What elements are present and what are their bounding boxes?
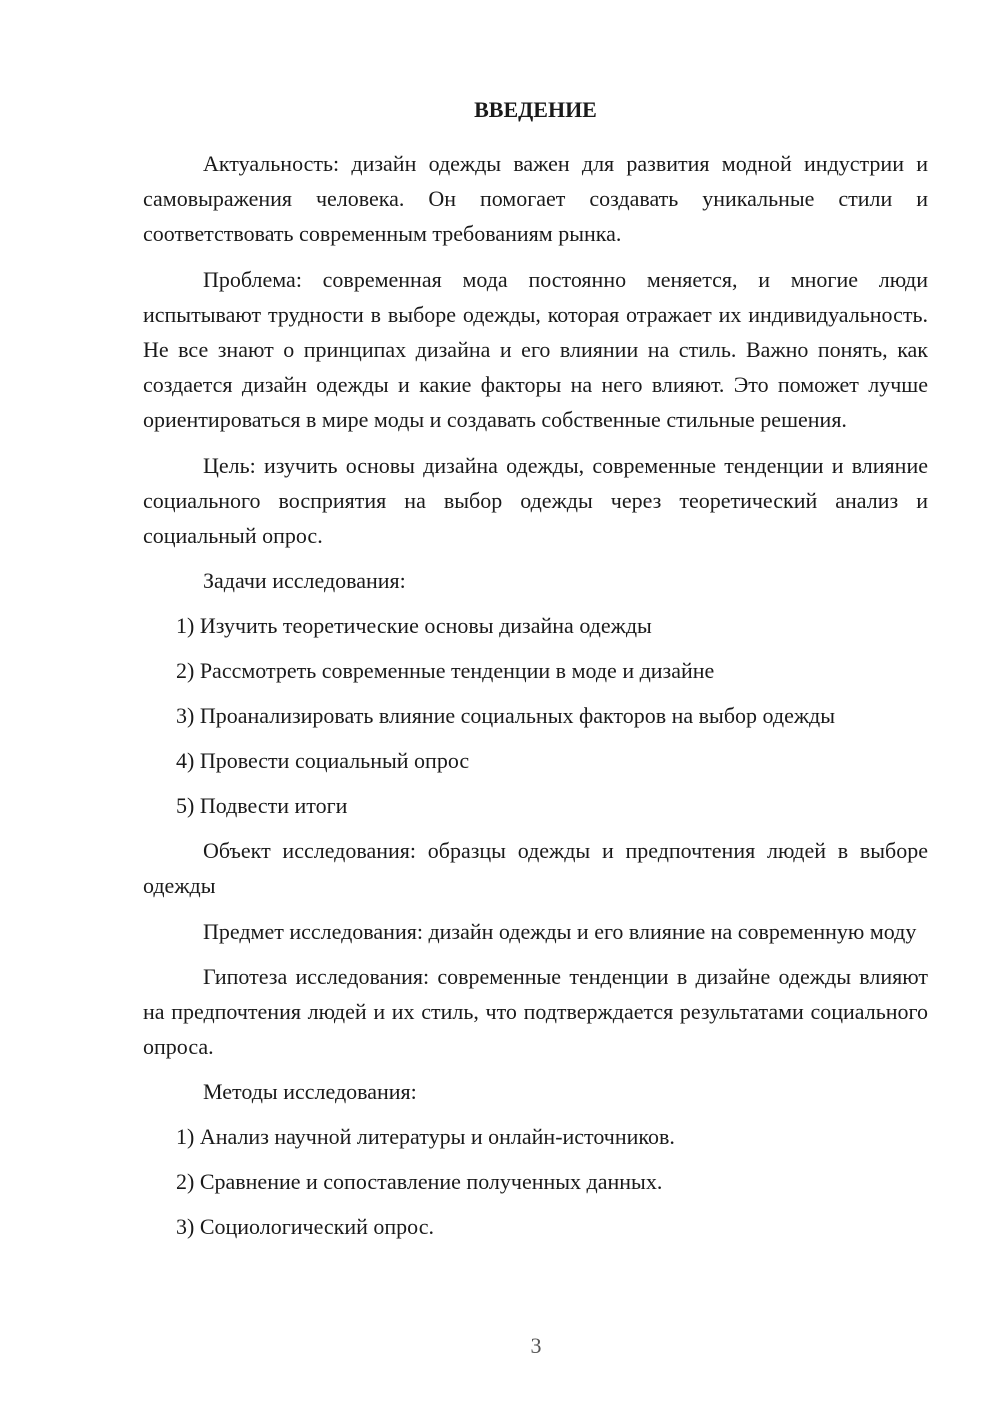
- list-item: 1) Изучить теоретические основы дизайна одежды: [176, 613, 652, 639]
- tasks-list: [143, 608, 928, 823]
- list-item: 2) Сравнение и сопоставление полученных данных.: [176, 1169, 663, 1195]
- list-item: 4) Провести социальный опрос: [176, 748, 470, 774]
- methods-list: [143, 1119, 928, 1244]
- paragraph-problem: Проблема: современная мода постоянно меняется, и многие люди испытывают трудности в выборе одежды, которая отражает их индивидуальность. Не все знают о принципах дизайна и его влиянии на стиль. Важно понять, как создается дизайн одежды и какие факторы на него влияют. Это поможет лучше ориентироваться в мире моды и создавать собственные стильные решения.: [143, 266, 928, 433]
- paragraph-goal: Цель: изучить основы дизайна одежды, современные тенденции и влияние социального восприятия на выбор одежды через теоретический анализ и социальный опрос.: [143, 452, 928, 549]
- list-item: 5) Подвести итоги: [176, 793, 348, 819]
- section-title: ВВЕДЕНИЕ: [474, 97, 597, 122]
- paragraph-hypothesis: Гипотеза исследования: современные тенденции в дизайне одежды влияют на предпочтения людей и их стиль, что подтверждается результатами социального опроса.: [143, 963, 928, 1060]
- list-item: 3) Проанализировать влияние социальных факторов на выбор одежды: [176, 703, 836, 729]
- paragraph-relevance: Актуальность: дизайн одежды важен для развития модной индустрии и самовыражения человека. Он помогает создавать уникальные стили и соответствовать современным требованиям рынка.: [143, 151, 928, 247]
- list-item: 1) Анализ научной литературы и онлайн-источников.: [176, 1124, 675, 1150]
- page-number: 3: [530, 1333, 542, 1358]
- list-item: 2) Рассмотреть современные тенденции в моде и дизайне: [176, 658, 715, 684]
- paragraph-object: Объект исследования: образцы одежды и предпочтения людей в выборе одежды: [143, 838, 928, 899]
- paragraph-subject: Предмет исследования: дизайн одежды и его влияние на современную моду: [203, 918, 917, 944]
- document-page: [143, 96, 928, 1254]
- tasks-heading: Задачи исследования:: [203, 568, 406, 594]
- list-item: 3) Социологический опрос.: [176, 1214, 434, 1240]
- methods-heading: Методы исследования:: [203, 1079, 417, 1105]
